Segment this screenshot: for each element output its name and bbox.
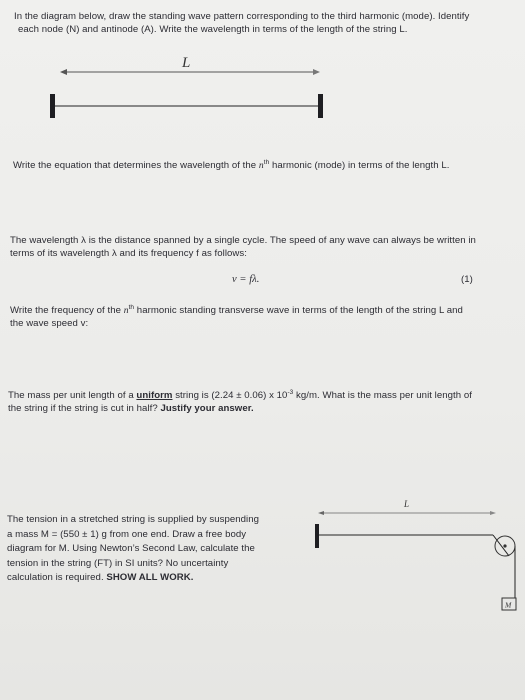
question-5-pre: The mass per unit length of a — [8, 390, 137, 401]
question-2-post: harmonic (mode) in terms of the length L. — [269, 160, 450, 171]
question-4-n: n — [123, 305, 129, 316]
question-2-th: th — [263, 158, 270, 166]
question-6-line-5: calculation is required. — [7, 572, 107, 584]
pulley-length-arrow — [318, 511, 496, 515]
question-4-th: th — [128, 303, 135, 311]
question-1-line-2: each node (N) and antinode (A). Write the wavelength in terms of the length of the string L. — [18, 24, 408, 35]
question-5-post: kg/m. What is the mass per unit length of — [293, 390, 472, 401]
question-2-pre: Write the equation that determines the wavelength of the — [13, 160, 259, 171]
wave-equation: v = fλ. — [232, 274, 260, 285]
question-5-mid: string is (2.24 ± 0.06) x 10 — [172, 390, 288, 401]
question-5-line-2: the string if the string is cut in half? — [8, 403, 161, 414]
question-4-post: harmonic standing transverse wave in terms of the length of the string L and — [134, 305, 463, 316]
question-3-line-1: The wavelength λ is the distance spanned by a single cycle. The speed of any wave can always be written in — [10, 235, 476, 246]
pulley-left-clamp — [315, 524, 319, 548]
question-5-exp: -3 — [287, 388, 294, 396]
question-1-line-1: In the diagram below, draw the standing wave pattern corresponding to the third harmonic (mode). Identify — [14, 11, 470, 22]
question-4-pre: Write the frequency of the — [10, 305, 124, 316]
question-6-line-4: tension in the string (FT) in SI units? No uncertainty — [7, 557, 229, 569]
question-4-line-2: the wave speed v: — [10, 318, 89, 329]
question-6-line-3: diagram for M. Using Newton’s Second Law, calculate the — [7, 543, 255, 555]
pulley-length-label: L — [404, 499, 410, 509]
question-5-uniform: uniform — [136, 390, 173, 401]
length-label: L — [182, 55, 191, 71]
question-6-show-work: SHOW ALL WORK. — [106, 572, 194, 584]
question-3-line-2: terms of its wavelength λ and its frequency f as follows: — [10, 248, 247, 259]
equation-number: (1) — [461, 274, 473, 285]
question-6-line-1: The tension in a stretched string is supplied by suspending — [7, 514, 260, 525]
mass-label: M — [505, 600, 512, 610]
question-5-justify: Justify your answer. — [160, 403, 254, 414]
pulley-axle — [503, 544, 506, 547]
question-2-n: n — [258, 160, 264, 171]
question-6-line-2: a mass M = (550 ± 1) g from one end. Draw a free body — [7, 528, 247, 540]
